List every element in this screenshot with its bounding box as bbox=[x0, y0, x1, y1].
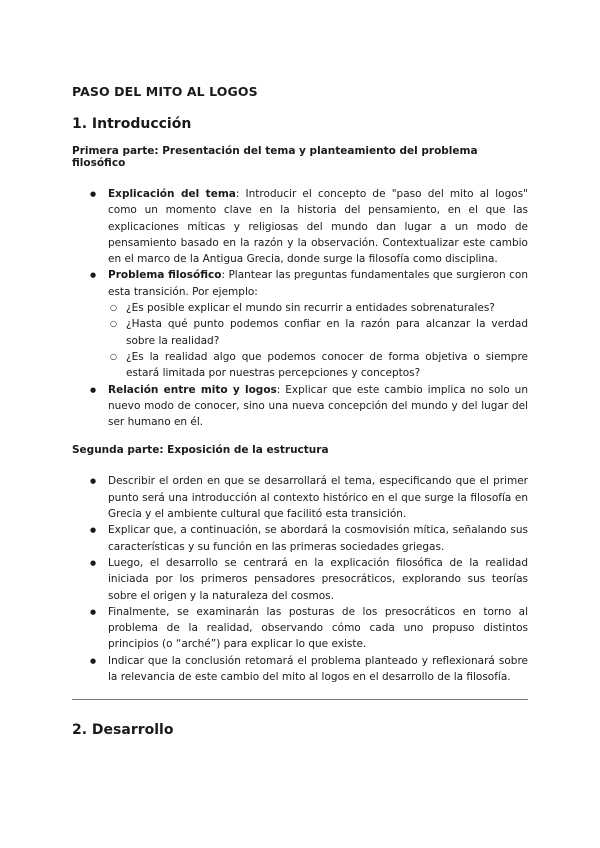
list-item: ● Finalmente, se examinarán las posturas de los presocráticos en torno al problema de la realidad, observando cómo cada uno propuso distintos principios (o “arché”) para explicar lo que existe. bbox=[108, 604, 528, 653]
part-2-list bbox=[72, 473, 528, 685]
item-text: : Explicar que este cambio implica no solo un nuevo modo de conocer, sino una nueva concepción del mundo y del lugar del ser humano en él. bbox=[108, 383, 528, 429]
part-2-heading: Segunda parte: Exposición de la estructura bbox=[72, 444, 329, 457]
sub-list-item: ○ ¿Es posible explicar el mundo sin recurrir a entidades sobrenaturales? bbox=[126, 300, 528, 316]
list-item: ● Luego, el desarrollo se centrará en la explicación filosófica de la realidad iniciada por los primeros pensadores presocráticos, explorando sus teorías sobre el origen y la naturaleza del cosmos. bbox=[108, 555, 528, 604]
section-2-heading: 2. Desarrollo bbox=[72, 722, 174, 739]
item-label: Problema filosófico bbox=[108, 269, 222, 282]
section-1-heading: 1. Introducción bbox=[72, 116, 192, 132]
list-item: ● Indicar que la conclusión retomará el problema planteado y reflexionará sobre la relevancia de este cambio del mito al logos en el desarrollo de la filosofía. bbox=[108, 653, 528, 686]
document-content bbox=[72, 84, 528, 751]
item-text: : Plantear las preguntas fundamentales que surgieron con esta transición. Por ejemplo: bbox=[108, 269, 528, 298]
item-label: Relación entre mito y logos bbox=[108, 383, 277, 396]
list-item bbox=[108, 186, 528, 267]
part-1-heading: Primera parte: Presentación del tema y planteamiento del problema filosófico bbox=[72, 145, 478, 169]
list-item bbox=[108, 382, 528, 431]
sub-list-item: ○ ¿Es la realidad algo que podemos conocer de forma objetiva o siempre estará limitada por nuestras percepciones y conceptos? bbox=[126, 349, 528, 382]
sub-list-item: ○ ¿Hasta qué punto podemos confiar en la razón para alcanzar la verdad sobre la realidad? bbox=[126, 316, 528, 349]
item-text: : Introducir el concepto de "paso del mito al logos" como un momento clave en la historia del pensamiento, en el que las explicaciones míticas y religiosas del mundo dan lugar a un modo de pensamiento basado en la razón y la observación. Contextualizar este cambio en el marco de la Antigua Grecia, donde surge la filosofía como disciplina. bbox=[108, 188, 528, 266]
item-label: Explicación del tema bbox=[108, 188, 236, 200]
list-item: ● Explicar que, a continuación, se abordará la cosmovisión mítica, señalando sus características y su función en las primeras sociedades griegas. bbox=[108, 522, 528, 555]
part-1-list bbox=[72, 186, 528, 430]
document-title: PASO DEL MITO AL LOGOS bbox=[72, 84, 258, 99]
list-item: ● Describir el orden en que se desarrollará el tema, especificando que el primer punto será una introducción al contexto histórico en el que surge la filosofía en Grecia y el ambiente cultural que facilitó esta transición. bbox=[108, 473, 528, 522]
horizontal-divider bbox=[72, 699, 528, 700]
list-item bbox=[108, 267, 528, 381]
sub-list bbox=[108, 300, 528, 381]
